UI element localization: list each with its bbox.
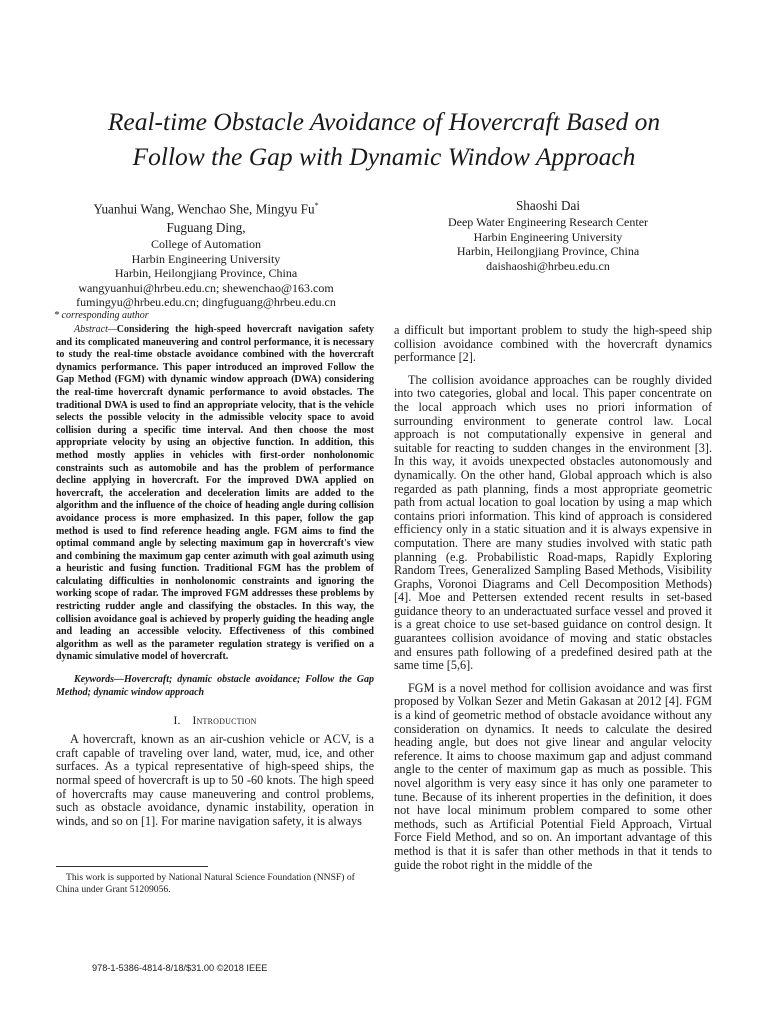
affiliation-line: Harbin, Heilongjiang Province, China bbox=[114, 266, 298, 281]
right-column bbox=[394, 324, 712, 881]
intro-paragraph: A hovercraft, known as an air-cushion vehicle or ACV, is a craft capable of traveling over land, water, mud, ice, and other surfaces. As a typical representative of high-speed ships, the normal speed of hovercraft is up to 50 -60 knots. The high speed of hovercrafts may cause maneuvering and control problems, such as obstacle avoidance, dynamic instability, operation in winds, and so on [1]. For marine navigation safety, it is always bbox=[56, 732, 374, 828]
author-block-right bbox=[408, 196, 688, 273]
author-names-2: Fuguang Ding, bbox=[166, 220, 246, 236]
author-block-left bbox=[56, 196, 356, 322]
section-heading-introduction bbox=[56, 715, 374, 727]
footnote-rule bbox=[56, 866, 208, 867]
author-names: Yuanhui Wang, Wenchao She, Mingyu Fu* bbox=[93, 201, 319, 217]
affiliation-line: Deep Water Engineering Research Center bbox=[447, 215, 649, 229]
isbn-line: 978-1-5386-4814-8/18/$31.00 ©2018 IEEE bbox=[92, 963, 268, 973]
corresponding-author-note: * corresponding author bbox=[54, 309, 149, 321]
affiliation-line: Harbin Engineering University bbox=[131, 251, 281, 266]
funding-footnote: This work is supported by National Natural Science Foundation (NNSF) of China under Grant 51209056. bbox=[56, 872, 355, 895]
corresponding-mark: * bbox=[314, 201, 319, 210]
affiliation-line: Harbin, Heilongjiang Province, China bbox=[456, 244, 640, 258]
paper-title bbox=[40, 104, 728, 174]
affiliation-line: Harbin Engineering University bbox=[473, 229, 623, 244]
affiliation-line: College of Automation bbox=[151, 237, 261, 252]
author-name: Shaoshi Dai bbox=[515, 198, 581, 213]
body-paragraph: FGM is a novel method for collision avoidance and was first proposed by Volkan Sezer and Metin Gakasan at 2012 [4]. FGM is a kind of geometric method of obstacle avoidance without any consideration on dynamics. It needs to calculate the desired heading angle, but does not give linear and angular velocity reference. It aims to choose maximum gap and adjust command angle to the center of maximum gap as much as possible. This novel algorithm is very easy since it has only one parameter to tune. Because of its inherent properties in the definition, it does not have local minimum problem compared to some other methods, such as Artificial Potential Field Approach, Virtual Force Field Method, and so on. An important advantage of this method is that it is safer than other methods in that it tends to guide the robot right in the middle of the bbox=[394, 680, 712, 872]
body-paragraph: a difficult but important problem to study the high-speed ship collision avoidance combined with the hovercraft dynamics performance [2]. bbox=[394, 323, 712, 365]
section-title: Introduction bbox=[192, 715, 257, 728]
keywords: Keywords—Hovercraft; dynamic obstacle avoidance; Follow the Gap Method; dynamic window approach bbox=[56, 674, 374, 698]
title-line-1: Real-time Obstacle Avoidance of Hovercraft Based on bbox=[107, 107, 661, 136]
email-line: daishaoshi@hrbeu.edu.cn bbox=[486, 258, 610, 273]
section-number: I. bbox=[173, 715, 181, 728]
left-column bbox=[56, 324, 374, 828]
email-line: wangyuanhui@hrbeu.edu.cn; shewenchao@163.com bbox=[78, 280, 334, 295]
email-line: fumingyu@hrbeu.edu.cn; dingfuguang@hrbeu.edu.cn bbox=[76, 295, 336, 310]
title-line-2: Follow the Gap with Dynamic Window Approach bbox=[132, 142, 636, 171]
body-paragraph: The collision avoidance approaches can be roughly divided into two categories, global and local. This paper concentrate on the local approach which uses no priori information of surrounding environment to generate control law. Local approach is not computationally expensive in general and suitable for reacting to sudden changes in the environment [3]. In this way, it avoids unexpected obstacles autonomously and dynamically. On the other hand, Global approach which is also regarded as path planning, finds a most appropriate geometric path from actual location to goal location by using a map which contains priori information. This kind of approach is considered efficiency only in a static situation and it is always expensive in computation. There are many studies involved with static path planning (e.g. Probabilistic Road-maps, Rapidly Exploring Random Trees, Generalized Sampling Based Methods, Visibility Graphs, Voronoi Diagrams and Cell Decomposition Methods) [4]. Moe and Pettersen extended recent results in set-based guidance theory to an underactuated surface vessel and proved it is a great choice to use set-based guidance on control design. It guarantees collision avoidance of moving and static obstacles and ensures path following of a predefined desired path at the same time [5,6]. bbox=[394, 372, 712, 673]
abstract-label: Abstract— bbox=[74, 324, 117, 335]
abstract-text: Considering the high-speed hovercraft navigation safety and its complicated maneuvering and control performance, it is necessary to study the real-time obstacle avoidance combined with the hovercraft dynamics performance. This paper introduced an improved Follow the Gap Method (FGM) with dynamic window approach (DWA) considering the real-time hovercraft dynamic performance to avoid obstacles. The traditional DWA is used to find an appropriate velocity, that is the vehicle selects the possible velocity in the admissible velocity space to avoid collision during a specific time interval. And then choose the most appropriate velocity by using an objective function. In addition, this method mostly applies in vehicles with first-order nonholonomic constraints such as automobile and has the problem of performance decline applying in hovercraft. For the improved DWA applied on hovercraft, the acceleration and deceleration limits are added to the algorithm and the influence of the choice of heading angle during collision avoidance process is more emphasized. In this paper, follow the gap method is used to find reference heading angle. FGM aims to find the optimal command angle by selecting maximum gap in hovercraft's view and combining the maximum gap center azimuth with goal azimuth using a heuristic and fusing function. Traditional FGM has the problem of calculating difficulties in nonholonomic constraints and ignoring the working scope of radar. The improved FGM addresses these problems by restricting rudder angle and classifying the obstacles. In this way, the collision avoidance goal is achieved by properly guiding the heading angle and leading an accessible velocity. Effectiveness of this combined algorithm as well as the parameter regulation strategy is verified on a dynamic simulative model of hovercraft. bbox=[56, 324, 374, 663]
abstract bbox=[56, 324, 374, 664]
